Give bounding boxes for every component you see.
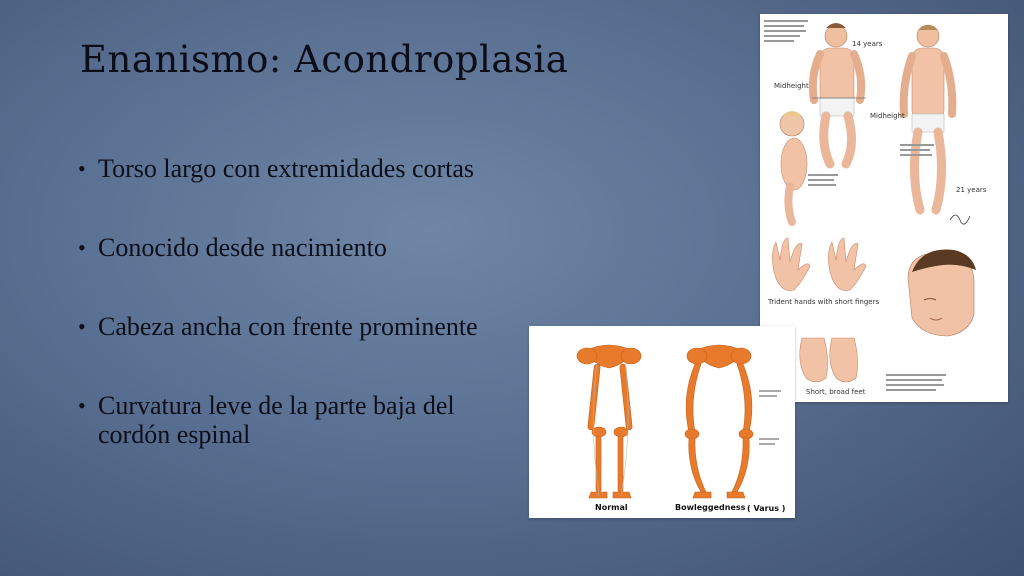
bullet-item	[78, 154, 518, 183]
toddler-figure	[780, 111, 807, 222]
label-varus: ( Varus )	[747, 504, 786, 513]
bullet-text: Conocido desde nacimiento	[98, 233, 387, 262]
legs-skeleton-diagram	[529, 326, 795, 518]
short-broad-feet	[800, 338, 858, 382]
skeleton-graphic	[529, 326, 795, 518]
label-age-21: 21 years	[956, 186, 987, 194]
bullet-list	[78, 154, 518, 449]
bullet-marker: •	[78, 314, 86, 339]
achondroplasia-illustration	[760, 14, 1008, 402]
label-bowleggedness: Bowleggedness	[675, 503, 746, 512]
bullet-text: Torso largo con extremidades cortas	[98, 154, 475, 183]
label-midheight-left: Midheight	[774, 82, 809, 90]
illustration-graphic	[760, 14, 1008, 402]
bullet-marker: •	[78, 235, 86, 260]
label-hands: Trident hands with short fingers	[768, 298, 880, 306]
slide-title: Enanismo: Acondroplasia	[80, 38, 569, 81]
bullet-item	[78, 312, 518, 341]
trident-hands	[772, 238, 866, 291]
bullet-item	[78, 391, 518, 449]
adult-figure-21	[904, 25, 953, 210]
normal-legs	[577, 345, 641, 498]
label-feet: Short, broad feet	[806, 388, 866, 396]
bullet-marker: •	[78, 156, 86, 181]
bowlegged-legs	[685, 345, 753, 498]
bullet-text: Cabeza ancha con frente prominente	[98, 312, 478, 341]
label-age-14: 14 years	[852, 40, 883, 48]
label-normal: Normal	[595, 503, 628, 512]
bullet-text: Curvatura leve de la parte baja del cordón espinal	[98, 391, 455, 449]
bullet-marker: •	[78, 393, 86, 418]
adult-head-profile	[908, 249, 976, 336]
bullet-item	[78, 233, 518, 262]
label-midheight-right: Midheight	[870, 112, 905, 120]
